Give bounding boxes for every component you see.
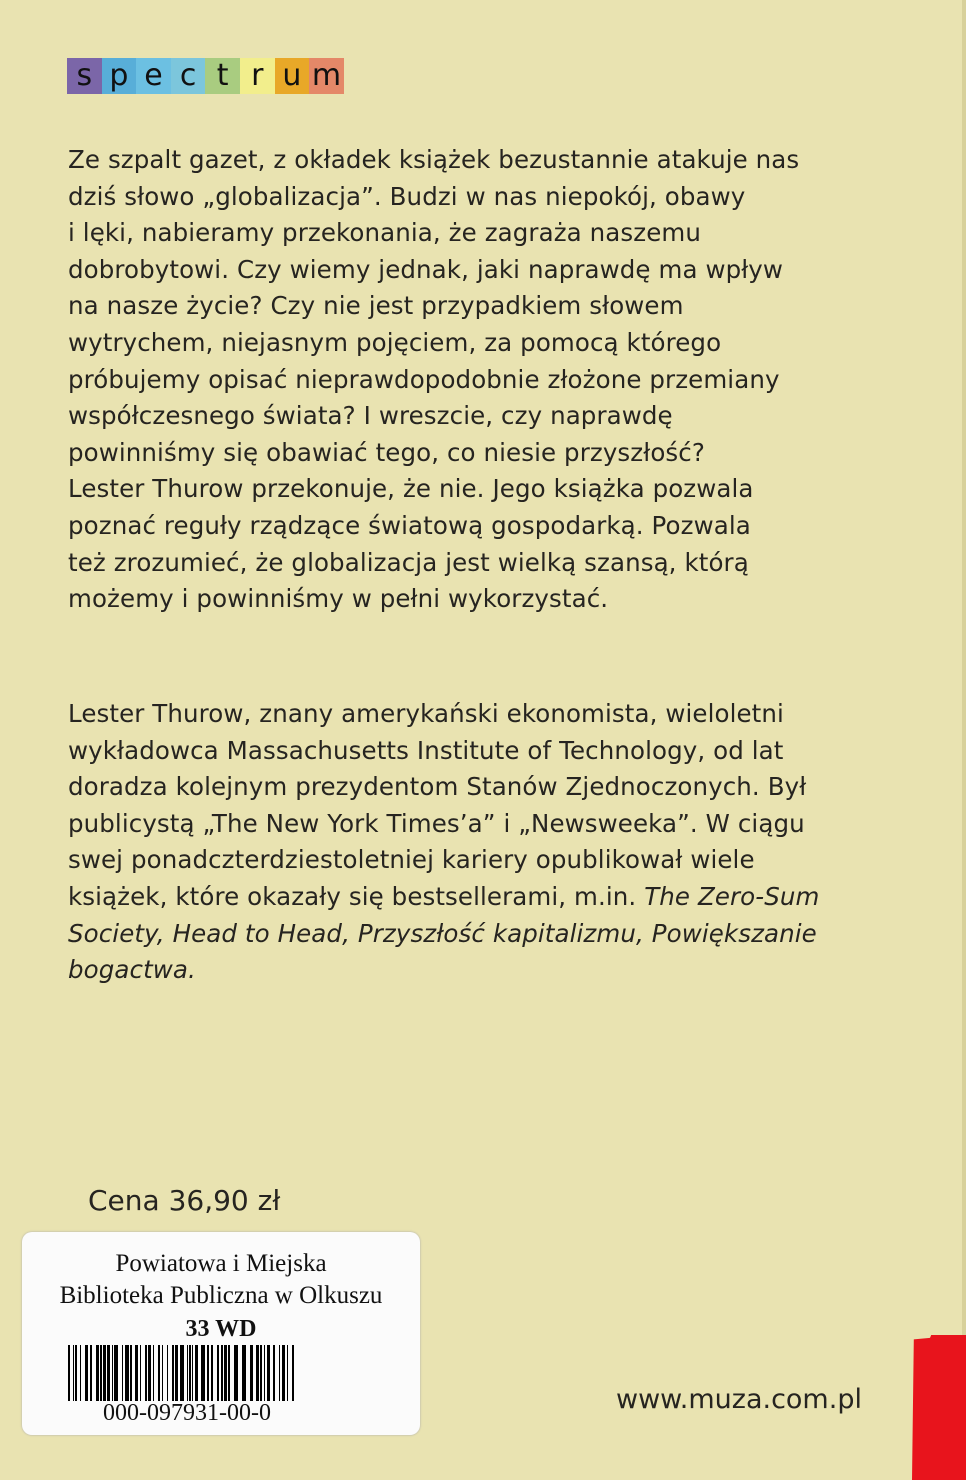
barcode-bar — [103, 1345, 106, 1401]
bio-line — [68, 879, 819, 916]
logo-letter: e — [136, 58, 171, 94]
logo-letter: m — [309, 58, 344, 94]
barcode-bar — [279, 1345, 280, 1401]
author-bio-paragraph — [68, 696, 819, 989]
bio-line — [68, 952, 819, 989]
bio-line: doradza kolejnym prezydentom Stanów Zjednoczonych. Był — [68, 772, 807, 802]
barcode-bar — [172, 1345, 174, 1401]
barcode-bar — [187, 1345, 188, 1401]
book-title: The Zero-Sum — [644, 881, 820, 911]
logo-letter: t — [205, 58, 240, 94]
description-line: i lęki, nabieramy przekonania, że zagraża naszemu — [68, 218, 702, 248]
barcode-bar — [125, 1345, 129, 1401]
barcode-bar — [250, 1345, 253, 1401]
barcode-bar — [228, 1345, 230, 1401]
description-line: też zrozumieć, że globalizacja jest wielką szansą, którą — [68, 547, 749, 577]
logo-letter: r — [240, 58, 275, 94]
barcode-bar — [90, 1345, 92, 1401]
barcode-bar — [158, 1345, 160, 1401]
barcode-bar — [148, 1345, 151, 1401]
library-label — [22, 1232, 420, 1435]
logo-letter: p — [102, 58, 137, 94]
book-titles: Society, Head to Head, Przyszłość kapitalizmu, Powiększanie — [68, 918, 817, 948]
barcode-bar — [221, 1345, 223, 1401]
bio-line: publicystą „The New York Times’a” i „Newsweeka”. W ciągu — [68, 808, 805, 838]
barcode-bar — [224, 1345, 227, 1401]
description-line: powinniśmy się obawiać tego, co niesie przyszłość? — [68, 437, 705, 467]
barcode-bar — [207, 1345, 209, 1401]
barcode-bar — [256, 1345, 259, 1401]
barcode-bar — [175, 1345, 178, 1401]
price: Cena 36,90 zł — [88, 1184, 281, 1217]
logo-letter: c — [171, 58, 206, 94]
description-line: możemy i powinniśmy w pełni wykorzystać. — [68, 584, 609, 614]
bio-line: Lester Thurow, znany amerykański ekonomista, wieloletni — [68, 699, 784, 728]
barcode-bar — [100, 1345, 102, 1401]
barcode-bar — [167, 1345, 168, 1401]
barcode-bar — [195, 1345, 198, 1401]
barcode-number: 000-097931-00-0 — [103, 1400, 271, 1426]
barcode-bar — [211, 1345, 213, 1401]
barcode-bar — [85, 1345, 88, 1401]
barcode-bar — [73, 1345, 74, 1401]
barcode-bar — [130, 1345, 132, 1401]
barcode-bar — [145, 1345, 147, 1401]
barcode-bar — [122, 1345, 123, 1401]
description-line: współczesnego świata? I wreszcie, czy naprawdę — [68, 401, 673, 431]
barcode-bar — [267, 1345, 270, 1401]
barcode-bar — [189, 1345, 191, 1401]
description-line: na nasze życie? Czy nie jest przypadkiem słowem — [68, 291, 684, 321]
bio-line — [68, 916, 819, 953]
description-line: wytrychem, niejasnym pojęciem, za pomocą którego — [68, 327, 722, 357]
barcode-bar — [96, 1345, 99, 1401]
logo-letter: u — [275, 58, 310, 94]
barcode-bar — [114, 1345, 118, 1401]
barcode-bar — [217, 1345, 219, 1401]
book-title: bogactwa. — [68, 955, 196, 985]
barcode-bar — [201, 1345, 205, 1401]
bio-text: książek, które okazały się bestsellerami, m.in. — [68, 881, 645, 911]
barcode-bar — [192, 1345, 193, 1401]
barcode-bar — [107, 1345, 110, 1401]
library-name-line2: Biblioteka Publiczna w Olkuszu — [59, 1282, 383, 1309]
barcode-bar — [140, 1345, 141, 1401]
spectrum-logo — [67, 58, 344, 94]
description-line: Lester Thurow przekonuje, że nie. Jego książka pozwala — [68, 474, 754, 504]
barcode-bar — [153, 1345, 154, 1401]
barcode-bar — [273, 1345, 275, 1401]
barcode-bar — [180, 1345, 184, 1401]
barcode — [68, 1345, 302, 1401]
barcode-bar — [292, 1345, 294, 1401]
bio-line: swej ponadczterdziestoletniej kariery opublikował wiele — [68, 845, 755, 875]
barcode-bar — [242, 1345, 246, 1401]
library-name-line1: Powiatowa i Miejska — [115, 1250, 327, 1277]
barcode-bar — [260, 1345, 262, 1401]
description-line: próbujemy opisać nieprawdopodobnie złożone przemiany — [68, 364, 780, 394]
barcode-bar — [264, 1345, 265, 1401]
description-line: poznać reguły rządzące światową gospodarką. Pozwala — [68, 510, 751, 540]
publisher-website: www.muza.com.pl — [616, 1384, 862, 1415]
barcode-bar — [68, 1345, 70, 1401]
logo-letter: s — [67, 58, 102, 94]
barcode-bar — [162, 1345, 163, 1401]
description-line: dobrobytowi. Czy wiemy jednak, jaki naprawdę ma wpływ — [68, 254, 784, 284]
barcode-bar — [282, 1345, 285, 1401]
barcode-bar — [112, 1345, 113, 1401]
bio-line: wykładowca Massachusetts Institute of Technology, od lat — [68, 735, 784, 765]
barcode-bar — [75, 1345, 77, 1401]
description-line: dziś słowo „globalizacja”. Budzi w nas niepokój, obawy — [68, 181, 746, 211]
description-line: Ze szpalt gazet, z okładek książek bezustannie atakuje nas — [68, 145, 800, 174]
description-paragraph — [68, 142, 799, 618]
library-code: 33 WD — [185, 1316, 257, 1342]
barcode-bar — [80, 1345, 81, 1401]
barcode-bar — [287, 1345, 288, 1401]
barcode-bar — [234, 1345, 238, 1401]
red-sticker — [912, 1335, 966, 1480]
cover-edge — [962, 0, 966, 1477]
barcode-bar — [135, 1345, 138, 1401]
